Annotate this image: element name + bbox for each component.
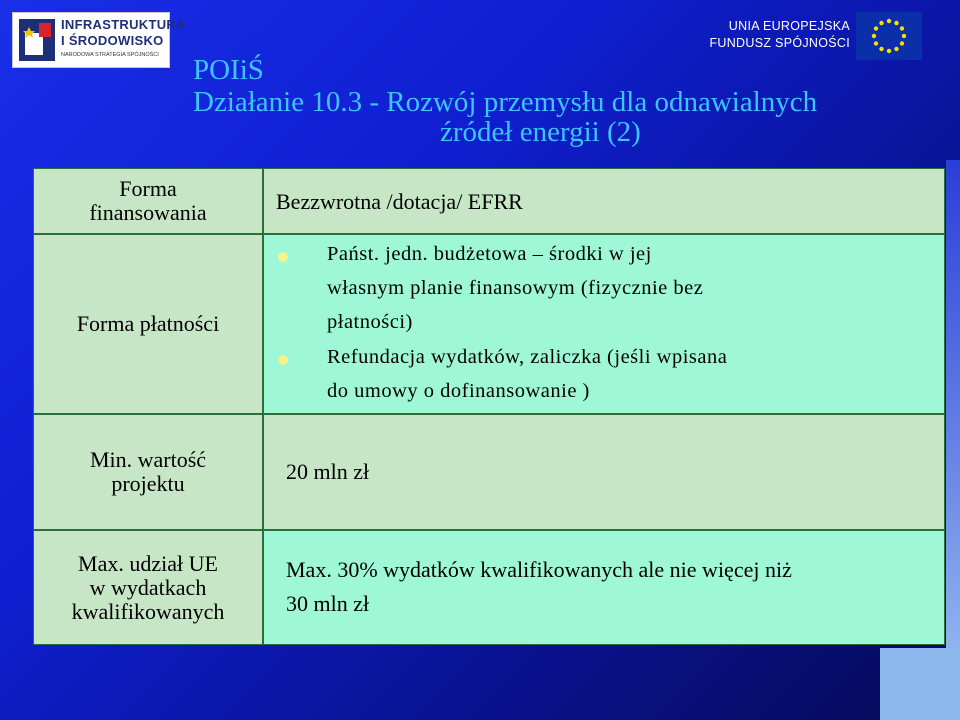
- bullet-text: do umowy o dofinansowanie ): [327, 380, 590, 402]
- eu-star-icon: [887, 49, 891, 53]
- eu-header-text: [709, 18, 850, 52]
- label-min-wartosc: [33, 414, 263, 530]
- bullet-icon: [278, 252, 288, 262]
- decorative-corner-block: [880, 648, 960, 720]
- bullet-text: płatności): [327, 311, 413, 333]
- value-forma-platnosci: [263, 234, 945, 414]
- logo-text-line1: INFRASTRUKTURA: [61, 17, 186, 32]
- logo-mark-icon: [19, 19, 55, 61]
- value-forma-finansowania: [263, 168, 945, 234]
- label-line: Min. wartość: [89, 447, 207, 472]
- label-line: w wydatkach: [89, 574, 207, 600]
- eu-star-icon: [900, 26, 904, 30]
- eu-star-icon: [874, 26, 878, 30]
- infrastruktura-logo: [12, 12, 186, 68]
- decorative-right-bar: [946, 160, 960, 720]
- title-line3: źródeł energii (2): [440, 116, 641, 148]
- value-text: 20 mln zł: [286, 459, 370, 484]
- eu-line1: UNIA EUROPEJSKA: [728, 19, 850, 33]
- label-line: finansowania: [89, 200, 207, 225]
- title-line1: POIiŚ: [193, 54, 264, 86]
- value-min-wartosc: [263, 414, 945, 530]
- eu-star-icon: [900, 41, 904, 45]
- eu-star-icon: [902, 34, 906, 38]
- eu-star-icon: [874, 41, 878, 45]
- label-line: Forma: [119, 176, 177, 201]
- logo-text-line3: NARODOWA STRATEGIA SPÓJNOŚCI: [61, 52, 159, 58]
- label-line: Forma płatności: [76, 311, 220, 336]
- bullet-text: własnym planie finansowym (fizycznie bez: [327, 277, 704, 299]
- value-text: Max. 30% wydatków kwalifikowanych ale nie więcej niż: [286, 557, 792, 582]
- eu-star-icon: [894, 21, 898, 25]
- logo-text-line2: I ŚRODOWISKO: [61, 33, 164, 48]
- bullet-text: Refundacja wydatków, zaliczka (jeśli wpisana: [327, 346, 728, 368]
- label-max-udzial: [33, 530, 263, 645]
- eu-star-icon: [879, 47, 883, 51]
- eu-star-icon: [894, 47, 898, 51]
- bullet-icon: [278, 355, 288, 365]
- eu-star-icon: [887, 19, 891, 23]
- label-forma-finansowania: [33, 168, 263, 234]
- label-line: Max. udział UE: [78, 550, 218, 576]
- label-forma-platnosci: [33, 234, 263, 414]
- value-text: 30 mln zł: [286, 591, 370, 616]
- label-line: projektu: [111, 471, 185, 496]
- eu-line2: FUNDUSZ SPÓJNOŚCI: [709, 36, 850, 50]
- label-line: kwalifikowanych: [71, 598, 225, 624]
- eu-flag-icon: [856, 12, 922, 60]
- bullet-text: Państ. jedn. budżetowa – środki w jej: [327, 243, 652, 265]
- value-text: Bezzwrotna /dotacja/ EFRR: [276, 189, 523, 214]
- eu-star-icon: [879, 21, 883, 25]
- value-max-udzial: [263, 530, 945, 645]
- eu-star-icon: [872, 34, 876, 38]
- title-line2: Działanie 10.3 - Rozwój przemysłu dla odnawialnych: [193, 86, 818, 118]
